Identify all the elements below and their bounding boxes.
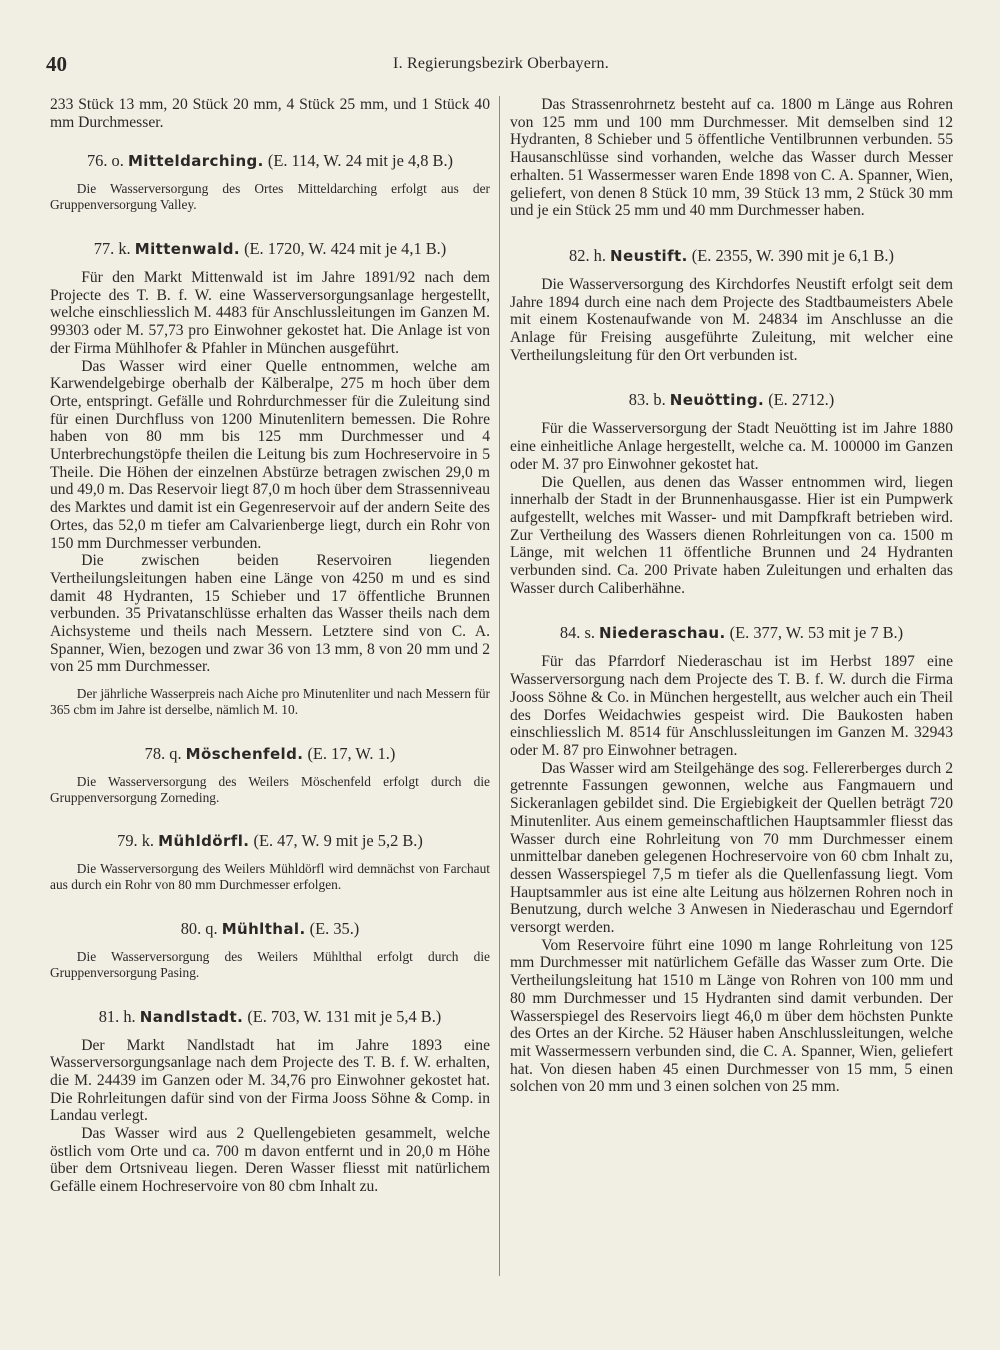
page-header bbox=[46, 52, 956, 78]
paragraph: Die Wasserversorgung des Ortes Mitteldarching erfolgt aus der Gruppenversorgung Valley. bbox=[50, 181, 490, 213]
paragraph: Das Wasser wird einer Quelle entnommen, welche am Karwendelgebirge oberhalb der Kälberalpe, 275 m hoch über dem Orte, entspringt. Gefälle und Rohrdurchmesser für die Zuleitung sind für einen Durchfluss von 1200 Minutenlitern bemessen. Die Rohre haben von 80 mm bis 125 mm Durchmesser und 4 Unterbrechungstöpfe theilen die Leitung bis zum Hochreservoire in 5 Theile. Die Höhen der einzelnen Abstürze betragen zwischen 29,0 m und 49,0 m. Das Reservoir liegt 87,0 m hoch über dem Strassenniveau des Marktes und damit ist ein Gegenreservoir auf der andern Seite des Ortes, das 52,0 m tiefer am Calvarienberge liegt, durch ein Rohr von 150 mm Durchmesser verbunden. bbox=[50, 357, 491, 552]
section-heading-76: 76. o. Mitteldarching. (E. 114, W. 24 mit je 4,8 B.) bbox=[86, 151, 454, 171]
paragraph: Für das Pfarrdorf Niederaschau ist im Herbst 1897 eine Wasserversorgung nach dem Projecte des T. B. f. W. durch die Firma Jooss Söhne & Co. in München hergestellt, aus welcher auch ein Theil des Dorfes Weidachwies gespeist wird. Die Baukosten haben einschliesslich M. 8514 für Anschlussleitungen im Ganzen M. 32943 oder M. 87 pro Einwohner betragen. bbox=[510, 653, 953, 759]
section-heading-80: 80. q. Mühlthal. (E. 35.) bbox=[180, 918, 360, 938]
paragraph: Das Wasser wird am Steilgehänge des sog. Fellererberges durch 2 getrennte Fassungen gewonnen, welche aus Fangmauern und Sickeranlagen gebildet sind. Die Ergiebigkeit der Quellen beträgt 720 Minutenliter. Aus einem gemeinschaftlichen Hauptsammler fliesst das Wasser durch eine Rohrleitung von 70 mm Durchmesser einem unmittelbar daneben gelegenen Hochreservoire von 60 cbm Inhalt zu, dessen Wasserspiegel 7,5 m tiefer als die Quellenfassung liegt. Vom Hauptsammler aus ist eine alte Leitung aus hölzernen Rohren noch in Benutzung, durch welche 3 Anwesen in Niederaschau und Egerndorf versorgt werden. bbox=[510, 759, 953, 937]
paragraph: Die Wasserversorgung des Weilers Mühlthal erfolgt durch die Gruppenversorgung Pasing. bbox=[50, 948, 490, 980]
running-title: I. Regierungsbezirk Oberbayern. bbox=[393, 55, 609, 72]
paragraph: Die Wasserversorgung des Weilers Möschenfeld erfolgt durch die Gruppenversorgung Zorneding. bbox=[50, 773, 490, 805]
section-heading-79: 79. k. Mühldörfl. (E. 47, W. 9 mit je 5,2 B.) bbox=[117, 831, 423, 851]
paragraph: Vom Reservoire führt eine 1090 m lange Rohrleitung von 125 mm Durchmesser mit natürlichem Gefälle das Wasser zum Orte. Die Vertheilungsleitung hat 1510 m Länge von Rohren von 100 mm und 80 mm Durchmesser und 15 Hydranten sind damit verbunden. Der Wasserspiegel des Reservoirs liegt 46,0 m über dem höchsten Punkte des Ortes an der Kirche. 52 Häuser haben Anschlussleitungen, welche mit Wassermessern verbunden sind, die C. A. Spanner, Wien, geliefert hat. Von diesen haben 45 einen Durchmesser von 15 mm, 5 einen solchen von 20 mm und 3 einen solchen von 25 mm. bbox=[510, 936, 953, 1096]
left-column bbox=[50, 96, 490, 1196]
section-heading-83: 83. b. Neuötting. (E. 2712.) bbox=[628, 390, 835, 410]
paragraph: Der jährliche Wasserpreis nach Aiche pro Minutenliter und nach Messern für 365 cbm im Jahre ist derselbe, nämlich M. 10. bbox=[50, 686, 490, 717]
section-heading-84: 84. s. Niederaschau. (E. 377, W. 53 mit je 7 B.) bbox=[559, 623, 904, 643]
page-number: 40 bbox=[46, 52, 67, 76]
paragraph: Das Strassenrohrnetz besteht auf ca. 1800 m Länge aus Rohren von 125 mm und 100 mm Durchmesser. Mit demselben sind 12 Hydranten, 8 Schieber und 5 öffentliche Ventilbrunnen verbunden. 55 Hausanschlüsse sind vorhanden, welche das Wasser durch Messer erhalten. 51 Wassermesser waren Ende 1898 von C. A. Spanner, Wien, geliefert, von denen 8 Stück 10 mm, 39 Stück 13 mm, 2 Stück 30 mm und je ein Stück 25 mm und 40 mm Durchmesser haben. bbox=[510, 96, 953, 220]
section-heading-81: 81. h. Nandlstadt. (E. 703, W. 131 mit je 5,4 B.) bbox=[98, 1006, 442, 1026]
paragraph: Die Wasserversorgung des Weilers Mühldörfl wird demnächst von Farchaut aus durch ein Rohr von 80 mm Durchmesser erfolgen. bbox=[50, 861, 490, 893]
paragraph: Die Wasserversorgung des Kirchdorfes Neustift erfolgt seit dem Jahre 1894 durch eine nach dem Projecte des Stadtbaumeisters Abele mit einem Kostenaufwande von M. 24834 im Anschlusse an die Anlage für Freising ausgeführte Zuleitung, mit welcher eine Vertheilungsleitung für den Ort verbunden ist. bbox=[510, 275, 953, 364]
paragraph: Die Quellen, aus denen das Wasser entnommen wird, liegen innerhalb der Stadt in der Brunnenhausgasse. Hier ist ein Pumpwerk aufgestellt, welches mit Wasser- und mit Dampfkraft betrieben wird. Zur Vertheilung des Wassers dienen Rohrleitungen von ca. 1500 m Länge, mit welchen 11 öffentliche Brunnen und 24 Hydranten verbunden sind. Ca. 200 Private haben Zuleitungen und erhalten das Wasser durch Caliberhähne. bbox=[510, 473, 953, 597]
paragraph: Der Markt Nandlstadt hat im Jahre 1893 eine Wasserversorgungsanlage nach dem Projecte des T. B. f. W. erhalten, die M. 24439 im Ganzen oder M. 34,76 pro Einwohner gekostet hat. Die Rohrleitungen dafür sind von der Firma Jooss Söhne & Comp. in Landau verlegt. bbox=[50, 1036, 490, 1125]
paragraph: 233 Stück 13 mm, 20 Stück 20 mm, 4 Stück 25 mm, und 1 Stück 40 mm Durchmesser. bbox=[50, 96, 490, 131]
paragraph: Das Wasser wird aus 2 Quellengebieten gesammelt, welche östlich vom Orte und ca. 700 m davon entfernt und in 20,0 m Höhe über dem Ortsniveau liegen. Deren Wasser fliesst mit natürlichem Gefälle einem Hochreservoire von 80 cbm Inhalt zu. bbox=[50, 1125, 490, 1196]
section-heading-77: 77. k. Mittenwald. (E. 1720, W. 424 mit je 4,1 B.) bbox=[93, 239, 447, 258]
paragraph: Die zwischen beiden Reservoiren liegenden Vertheilungsleitungen haben eine Länge von 4250 m und es sind damit 48 Hydranten, 15 Schieber und 17 öffentliche Brunnen verbunden. 35 Privatanschlüsse erhalten das Wasser theils nach dem Aichsysteme und theils nach Messern. Letztere sind von C. A. Spanner, Wien, bezogen und zwar 36 von 13 mm, 8 von 20 mm und 2 von 25 mm Durchmesser. bbox=[50, 552, 490, 676]
section-heading-82: 82. h. Neustift. (E. 2355, W. 390 mit je 6,1 B.) bbox=[569, 245, 894, 265]
paragraph: Für die Wasserversorgung der Stadt Neuötting ist im Jahre 1880 eine einheitliche Anlage hergestellt, welche ca. M. 100000 im Ganzen oder M. 37 pro Einwohner gekostet hat. bbox=[510, 420, 953, 473]
right-column bbox=[510, 96, 953, 1096]
column-divider bbox=[499, 96, 500, 1276]
paragraph: Für den Markt Mittenwald ist im Jahre 1891/92 nach dem Projecte des T. B. f. W. eine Wasserversorgungsanlage hergestellt, welche einschliesslich M. 4483 für Anschlussleitungen im Ganzen M. 99303 oder M. 57,73 pro Einwohner gekostet hat. Die Anlage ist von der Firma Mühlhofer & Pfahler in München ausgeführt. bbox=[50, 269, 490, 357]
section-heading-78: 78. q. Möschenfeld. (E. 17, W. 1.) bbox=[144, 743, 396, 763]
